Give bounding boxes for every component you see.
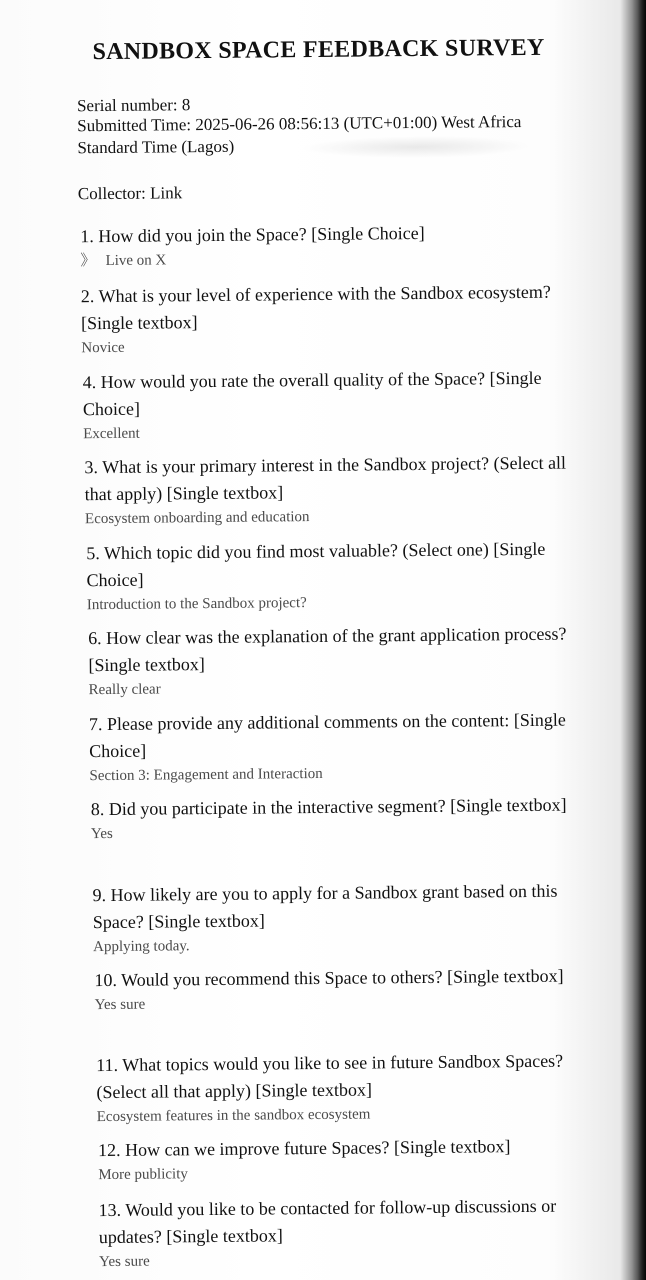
question-block	[98, 1192, 589, 1272]
question-text: 1. How did you join the Space? [Single Choice]	[80, 222, 425, 247]
answer-text: Really clear	[88, 681, 161, 699]
question-block	[88, 620, 579, 700]
question-text: 5. Which topic did you find most valuable? (Select one) [Single Choice]	[86, 538, 546, 591]
answer-text: Introduction to the Sandbox project?	[86, 595, 307, 614]
question-text: 8. Did you participate in the interactive segment? [Single textbox]	[90, 794, 567, 820]
question-block	[94, 962, 584, 1015]
question-block	[96, 1047, 587, 1127]
question-block	[80, 219, 570, 272]
question-text: 4. How would you rate the overall quality of the Space? [Single Choice]	[82, 367, 542, 420]
question-block	[89, 706, 580, 786]
answer-text: Yes sure	[94, 996, 146, 1014]
question-text: 11. What topics would you like to see in future Sandbox Spaces? (Select all that apply) [Single textbox]	[96, 1050, 564, 1103]
answer-text: Yes	[90, 825, 113, 843]
question-block	[84, 450, 575, 530]
answer-text: Yes sure	[99, 1253, 150, 1271]
serial-number: Serial number: 8	[76, 95, 191, 116]
question-block	[91, 791, 581, 844]
answer-text	[80, 247, 570, 272]
collector: Collector: Link	[77, 183, 183, 204]
question-text: 12. How can we improve future Spaces? [Single textbox]	[97, 1136, 511, 1161]
question-block	[86, 535, 577, 615]
answer-text: Ecosystem onboarding and education	[84, 509, 310, 528]
question-text: 9. How likely are you to apply for a Sandbox grant based on this Space? [Single textbox]	[92, 880, 558, 933]
question-block	[81, 279, 572, 359]
answer-text: Excellent	[83, 425, 140, 443]
answer-text: Novice	[81, 339, 125, 357]
question-block	[98, 1132, 588, 1185]
survey-title: SANDBOX SPACE FEEDBACK SURVEY	[92, 34, 545, 66]
answer-text: Section 3: Engagement and Interaction	[89, 765, 323, 785]
double-chevron-icon: 》	[80, 253, 96, 270]
answer-text: Ecosystem features in the sandbox ecosystem	[96, 1106, 371, 1126]
question-block	[83, 365, 574, 445]
submitted-time: Submitted Time: 2025-06-26 08:56:13 (UTC+01:00) West Africa Standard Time (Lagos)	[77, 112, 522, 158]
question-block	[92, 877, 583, 957]
question-text: 7. Please provide any additional comments on the content: [Single Choice]	[88, 709, 566, 762]
answer-value: Live on X	[105, 252, 167, 269]
question-text: 2. What is your level of experience with the Sandbox ecosystem? [Single textbox]	[80, 281, 551, 334]
answer-text: More publicity	[98, 1166, 188, 1184]
redaction-smudge	[301, 135, 531, 159]
answer-text: Applying today.	[93, 938, 190, 956]
question-text: 6. How clear was the explanation of the grant application process? [Single textbox]	[88, 623, 567, 676]
question-text: 10. Would you recommend this Space to others? [Single textbox]	[94, 965, 564, 991]
question-text: 3. What is your primary interest in the Sandbox project? (Select all that apply) [Single textbox]	[84, 452, 567, 505]
question-text: 13. Would you like to be contacted for follow-up discussions or updates? [Single textbox]	[98, 1195, 557, 1248]
